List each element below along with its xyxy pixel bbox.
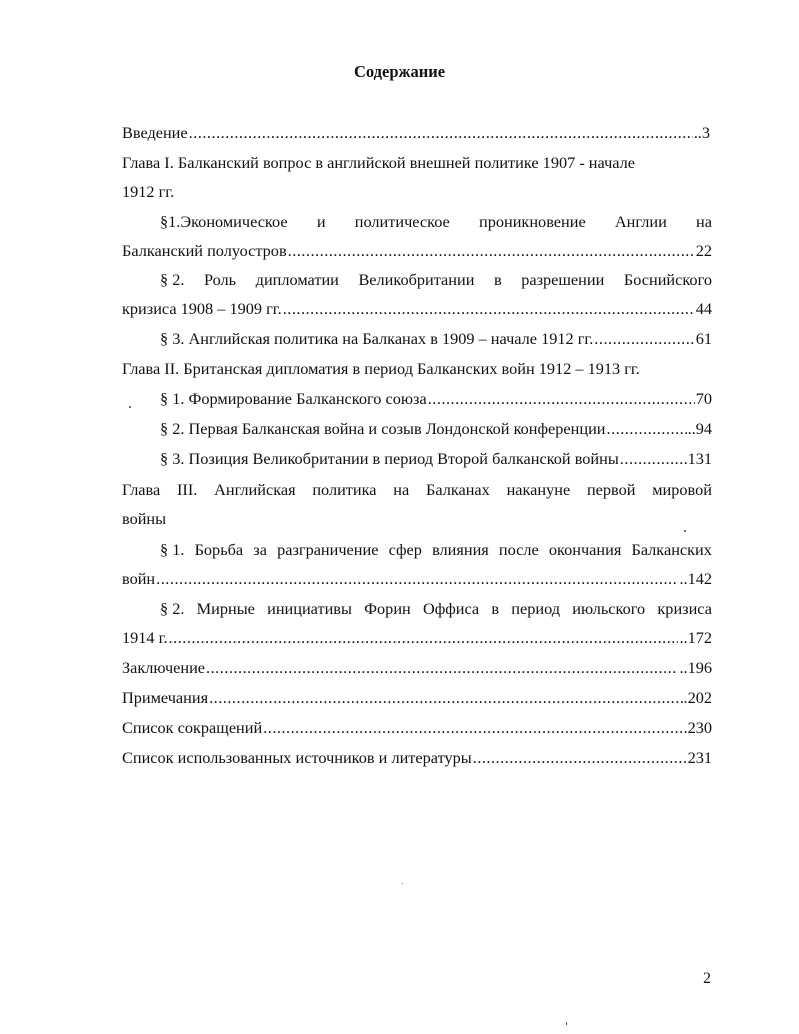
- word: за: [253, 540, 267, 559]
- toc-label: § 1. Формирование Балканского союза: [160, 389, 427, 408]
- leader-dots: [594, 329, 694, 349]
- toc-ch1-s3: [160, 329, 712, 349]
- toc-label: Балканский полуостров: [122, 241, 287, 260]
- word: кризиса: [657, 599, 712, 618]
- leader-dots: [620, 449, 687, 469]
- leader-dots: [283, 299, 695, 319]
- leader-dots: [189, 123, 693, 143]
- chapter-2-heading: [122, 359, 640, 379]
- toc-page: 230: [687, 718, 712, 737]
- toc-ch1-s2-line2: [122, 299, 712, 319]
- word: Мирные: [196, 599, 255, 618]
- chapter-1-heading-cont: [122, 182, 174, 202]
- toc-page: ..196: [679, 658, 712, 677]
- word: Борьба: [194, 540, 244, 559]
- toc-entry-conclusion: [122, 658, 712, 678]
- chapter-3-heading-line2: войны: [122, 509, 167, 528]
- toc-label: кризиса 1908 – 1909 гг.: [122, 299, 282, 318]
- toc-label: § 3. Английская политика на Балканах в 1909 – начале 1912 гг.: [160, 329, 594, 348]
- toc-page: 44: [695, 299, 712, 318]
- word: политическое: [354, 212, 450, 231]
- toc-ch2-s3: [160, 449, 712, 469]
- word: период: [511, 599, 561, 618]
- leader-dots: [428, 389, 695, 409]
- leader-dots: [209, 688, 682, 708]
- leader-dots: [169, 628, 679, 648]
- chapter-3-heading: [122, 480, 712, 500]
- word: Балканах: [425, 480, 490, 499]
- toc-label: Примечания: [122, 688, 209, 707]
- toc-ch2-s1: [160, 389, 712, 409]
- toc-ch3-s2-line2: [122, 628, 712, 648]
- word: Англии: [614, 212, 667, 231]
- word: Глава: [122, 480, 161, 499]
- toc-label: § 3. Позиция Великобритании в период Второй балканской войны: [160, 449, 619, 468]
- word: мировой: [652, 480, 712, 499]
- word: и: [316, 212, 326, 231]
- word: в: [493, 270, 502, 289]
- word: Боснийского: [623, 270, 712, 289]
- word: § 1.: [160, 540, 185, 559]
- toc-ch1-s1-line2: [122, 241, 712, 261]
- page-number: 2: [703, 970, 711, 987]
- leader-dots: [288, 241, 695, 261]
- word: разграничение: [277, 540, 379, 559]
- scan-speck: [566, 1022, 567, 1025]
- chapter-2-heading-text: Глава II. Британская дипломатия в период Балканских войн 1912 – 1913 гг.: [122, 359, 640, 378]
- word: сфер: [388, 540, 422, 559]
- word: на: [393, 480, 410, 499]
- word: проникновение: [479, 212, 586, 231]
- word: разрешении: [521, 270, 605, 289]
- word: Великобритании: [358, 270, 475, 289]
- leader-dots: [473, 748, 687, 768]
- chapter-1-heading-line2: 1912 гг.: [122, 182, 175, 201]
- word: Балканских: [631, 540, 712, 559]
- toc-page: ..172: [679, 628, 712, 647]
- word: июльского: [572, 599, 646, 618]
- toc-label: § 2. Первая Балканская война и созыв Лондонской конференции: [160, 419, 606, 438]
- leader-dots: [156, 569, 678, 589]
- toc-label: Список сокращений: [122, 718, 263, 737]
- toc-label: Заключение: [122, 658, 206, 677]
- chapter-1-heading-line1: Глава I. Балканский вопрос в английской внешней политике 1907 - начале: [122, 153, 636, 172]
- toc-entry-abbreviations: [122, 718, 712, 738]
- toc-entry-notes: [122, 688, 712, 708]
- toc-label: войн: [122, 569, 156, 588]
- word: окончания: [548, 540, 622, 559]
- word: § 2.: [160, 599, 185, 618]
- word: дипломатии: [255, 270, 339, 289]
- toc-ch1-s1-line1: [160, 212, 712, 232]
- toc-ch3-s1-line1: [160, 540, 712, 560]
- word: Форин: [364, 599, 411, 618]
- word: на: [696, 212, 712, 231]
- word: § 2.: [160, 270, 185, 289]
- word: Роль: [203, 270, 237, 289]
- page-title: Содержание: [353, 62, 446, 81]
- toc-page: 61: [695, 329, 712, 348]
- word: накануне: [506, 480, 571, 499]
- word: инициативы: [267, 599, 352, 618]
- toc-ch1-s2-line1: [160, 270, 712, 290]
- toc-ch2-s2: [160, 419, 712, 439]
- toc-page: 131: [687, 449, 712, 468]
- toc-ch3-s2-line1: [160, 599, 712, 619]
- toc-page: .202: [683, 688, 712, 707]
- word: §1.Экономическое: [160, 212, 288, 231]
- word: III.: [177, 480, 198, 499]
- word: после: [498, 540, 539, 559]
- word: первой: [586, 480, 636, 499]
- word: в: [491, 599, 500, 618]
- chapter-3-heading-cont: [122, 509, 166, 529]
- toc-label: 1914 г.: [122, 628, 168, 647]
- word: политика: [312, 480, 377, 499]
- scan-speck: [402, 883, 403, 884]
- toc-page: ..94: [687, 419, 712, 438]
- toc-ch3-s1-line2: [122, 569, 712, 589]
- toc-page: 70: [695, 389, 712, 408]
- scan-speck: [684, 530, 686, 532]
- toc-entry-intro: [122, 123, 710, 143]
- word: влияния: [432, 540, 489, 559]
- word: Английская: [214, 480, 296, 499]
- word: Оффиса: [422, 599, 480, 618]
- toc-page: ..3: [693, 123, 710, 142]
- toc-page: 231: [687, 748, 712, 767]
- leader-dots: [263, 718, 686, 738]
- toc-page: ..142: [679, 569, 712, 588]
- toc-entry-sources: [122, 748, 712, 768]
- scan-speck: [129, 406, 131, 408]
- leader-dots: [607, 419, 687, 439]
- toc-label: Введение: [122, 123, 188, 142]
- leader-dots: [206, 658, 678, 678]
- toc-page: 22: [695, 241, 712, 260]
- toc-label: Список использованных источников и литературы: [122, 748, 472, 767]
- chapter-1-heading: [122, 153, 712, 173]
